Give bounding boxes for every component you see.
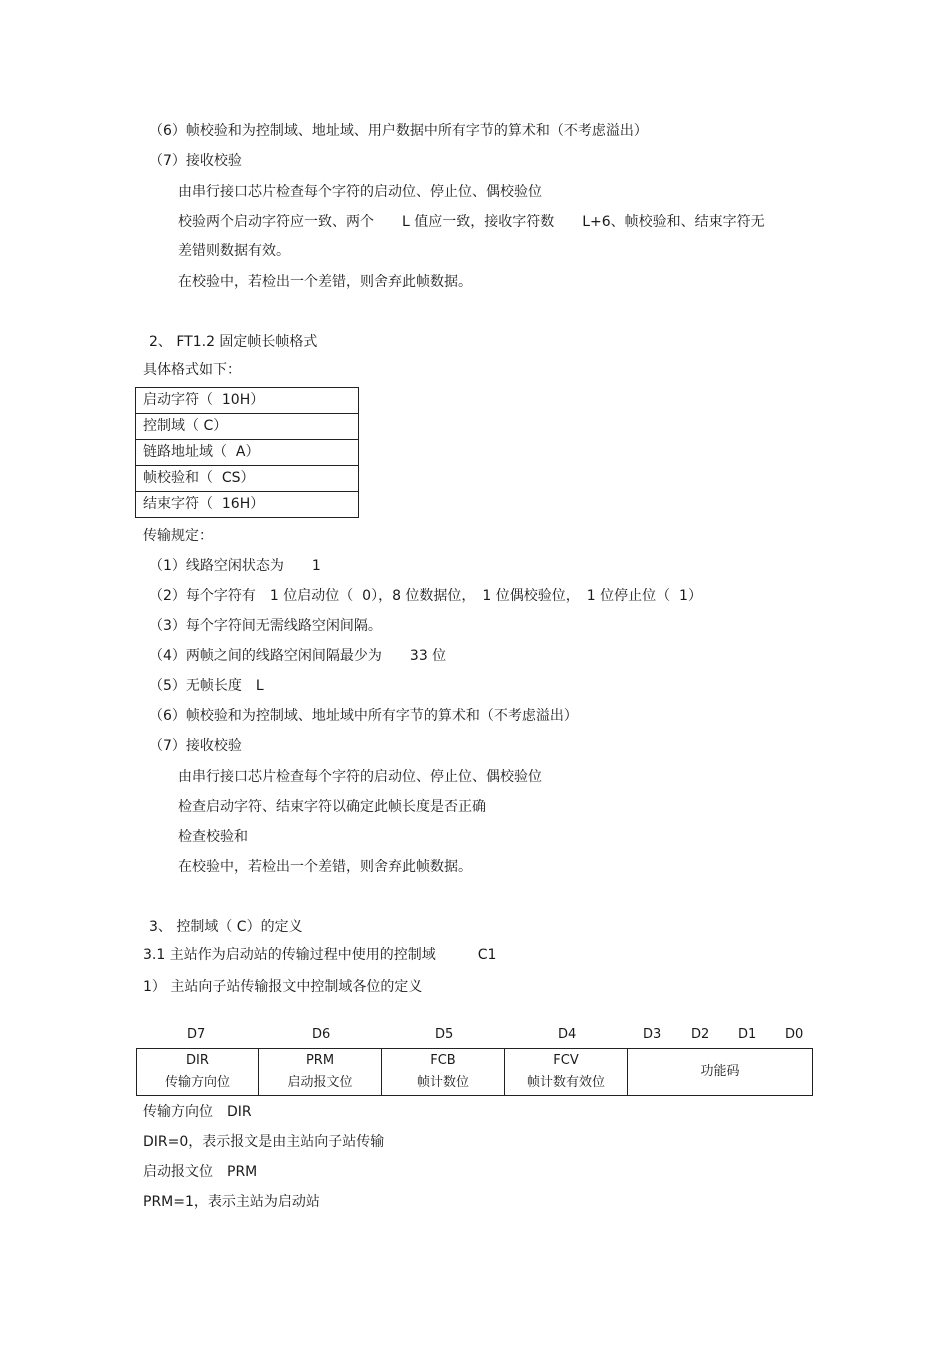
dir-description: DIR=0，表示报文是由主站向子站传输 [143, 1134, 385, 1150]
bit-name: 帧计数有效位 [526, 1075, 605, 1090]
bit-cell-dir [137, 1049, 259, 1096]
bit-cell-fcb [382, 1049, 505, 1096]
frame-row-end-char: 结束字符（ 16H） [136, 492, 359, 518]
prm-description: PRM=1，表示主站为启动站 [143, 1194, 320, 1210]
section-2-heading: 2、 FT1.2 固定帧长帧格式 [149, 334, 318, 350]
fixed-check-1: 由串行接口芯片检查每个字符的启动位、停止位、偶校验位 [178, 769, 542, 785]
check-line-1: 由串行接口芯片检查每个字符的启动位、停止位、偶校验位 [178, 184, 542, 200]
bit-code: FCB [430, 1053, 456, 1068]
bit-label-d1: D1 [738, 1027, 757, 1042]
dir-title: 传输方向位 DIR [143, 1104, 252, 1120]
bit-label-d7: D7 [187, 1027, 206, 1042]
check-line-2: 校验两个启动字符应一致、两个 L 值应一致，接收字符数 L+6、帧校验和、结束字符无 [178, 214, 765, 230]
bit-cell-fcv [505, 1049, 628, 1096]
bit-code: DIR [186, 1053, 209, 1068]
item-1-bit-definition: 1） 主站向子站传输报文中控制域各位的定义 [143, 979, 423, 995]
rule-5: （5）无帧长度 L [149, 678, 264, 694]
bit-label-d5: D5 [435, 1027, 454, 1042]
bit-label-d4: D4 [558, 1027, 577, 1042]
check-line-4: 在校验中，若检出一个差错，则舍弃此帧数据。 [178, 274, 472, 290]
frame-row-checksum: 帧校验和（ CS） [136, 466, 359, 492]
section-3-1-heading: 3.1 主站作为启动站的传输过程中使用的控制域 C1 [143, 947, 497, 963]
rules-title: 传输规定： [143, 528, 213, 544]
bit-name: 帧计数位 [416, 1075, 469, 1090]
fixed-check-4: 在校验中，若检出一个差错，则舍弃此帧数据。 [178, 859, 472, 875]
bit-label-d2: D2 [691, 1027, 710, 1042]
format-intro: 具体格式如下： [143, 362, 241, 378]
frame-row-control: 控制域（ C） [136, 414, 359, 440]
bit-label-d0: D0 [785, 1027, 804, 1042]
rule-1: （1）线路空闲状态为 1 [149, 558, 321, 574]
fixed-check-2: 检查启动字符、结束字符以确定此帧长度是否正确 [178, 799, 486, 815]
bit-cell-prm [259, 1049, 382, 1096]
bit-label-d6: D6 [312, 1027, 331, 1042]
control-field-bit-table [136, 1048, 813, 1096]
rule-6: （6）帧校验和为控制域、地址域中所有字节的算术和（不考虑溢出） [149, 708, 578, 724]
prm-title: 启动报文位 PRM [143, 1164, 258, 1180]
bit-name: 传输方向位 [164, 1075, 230, 1090]
fixed-frame-format-table [135, 387, 359, 518]
fixed-check-3: 检查校验和 [178, 829, 248, 845]
frame-row-address: 链路地址域（ A） [136, 440, 359, 466]
check-line-3: 差错则数据有效。 [178, 243, 290, 259]
frame-row-start-char: 启动字符（ 10H） [136, 388, 359, 414]
bit-cell-function-code: 功能码 [628, 1049, 813, 1096]
bit-label-d3: D3 [643, 1027, 662, 1042]
bit-name: 启动报文位 [287, 1075, 353, 1090]
rule-7: （7）接收校验 [149, 738, 242, 754]
rule-2: （2）每个字符有 1 位启动位（ 0），8 位数据位， 1 位偶校验位， 1 位停止位（ 1） [149, 588, 702, 604]
item-7-receive-check: （7）接收校验 [149, 153, 242, 169]
rule-4: （4）两帧之间的线路空闲间隔最少为 33 位 [149, 648, 447, 664]
bit-code: FCV [553, 1053, 579, 1068]
rule-3: （3）每个字符间无需线路空闲间隔。 [149, 618, 382, 634]
bit-code: PRM [305, 1053, 335, 1068]
section-3-heading: 3、 控制域（ C）的定义 [149, 919, 303, 935]
item-6-checksum: （6）帧校验和为控制域、地址域、用户数据中所有字节的算术和（不考虑溢出） [149, 123, 648, 139]
